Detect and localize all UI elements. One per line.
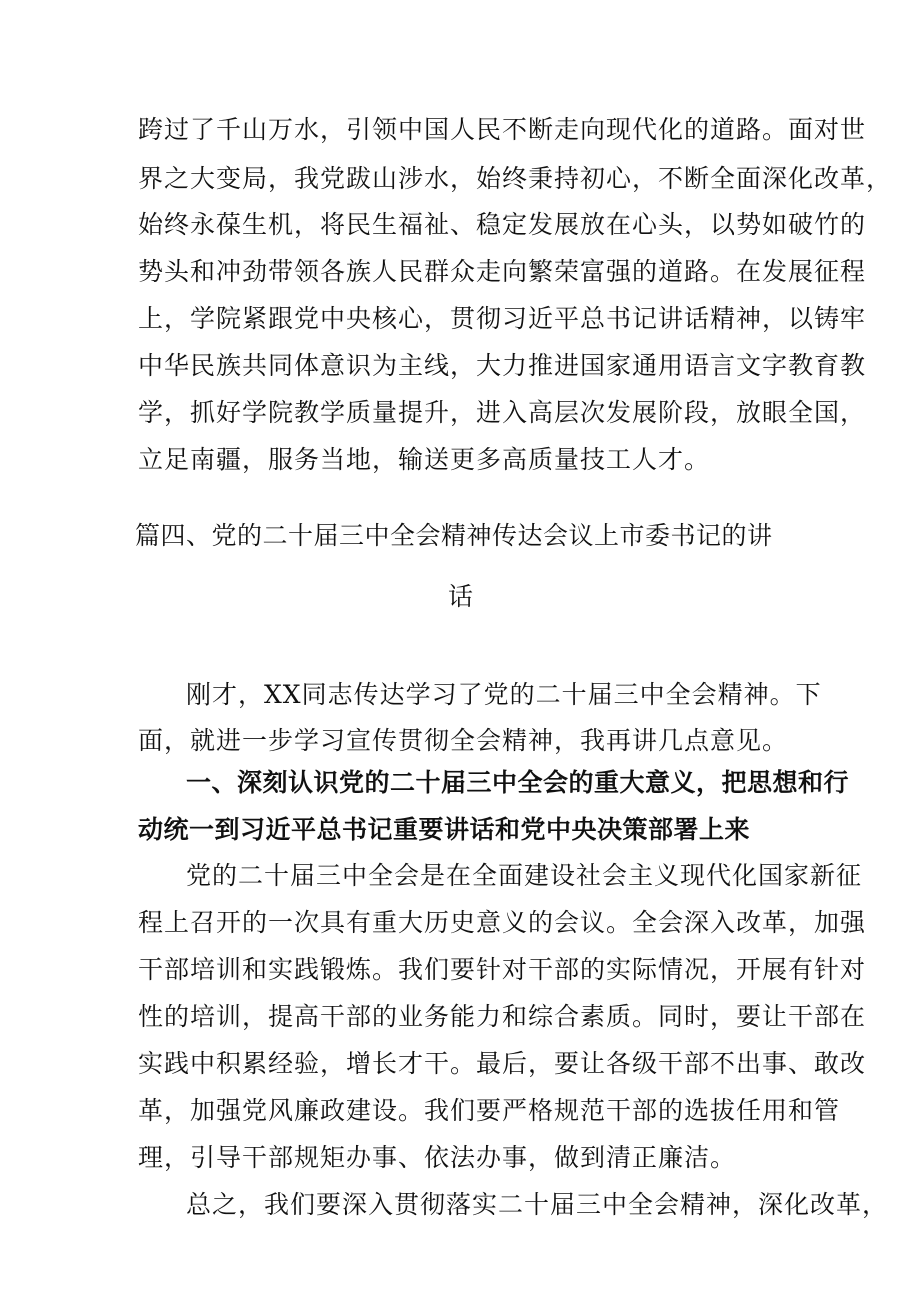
body-paragraph-line-6: 革，加强党风廉政建设。我们要严格规范干部的选拔任用和管 xyxy=(138,1096,841,1125)
body-paragraph-line-2: 程上召开的一次具有重大历史意义的会议。全会深入改革，加强 xyxy=(138,908,867,937)
subheading-line-2: 动统一到习近平总书记重要讲话和党中央决策部署上来 xyxy=(138,815,751,844)
section-title-line-1: 篇四、党的二十届三中全会精神传达会议上市委书记的讲 xyxy=(135,521,773,550)
body-paragraph-line-5: 实践中积累经验，增长才干。最后，要让各级干部不出事、敢改 xyxy=(138,1049,867,1078)
top-paragraph-line-7: 学，抓好学院教学质量提升，进入高层次发展阶段，放眼全国， xyxy=(138,398,867,427)
top-paragraph-line-3: 始终永葆生机，将民生福祉、稳定发展放在心头，以势如破竹的 xyxy=(138,210,867,239)
top-paragraph-line-5: 上，学院紧跟党中央核心，贯彻习近平总书记讲话精神，以铸牢 xyxy=(138,304,867,333)
closing-paragraph-line-1: 总之，我们要深入贯彻落实二十届三中全会精神，深化改革， xyxy=(186,1190,889,1219)
body-paragraph-line-7: 理，引导干部规矩办事、依法办事，做到清正廉洁。 xyxy=(138,1143,737,1172)
body-paragraph-line-4: 性的培训，提高干部的业务能力和综合素质。同时，要让干部在 xyxy=(138,1002,867,1031)
top-paragraph-line-1: 跨过了千山万水，引领中国人民不断走向现代化的道路。面对世 xyxy=(138,115,867,144)
body-paragraph-line-1: 党的二十届三中全会是在全面建设社会主义现代化国家新征 xyxy=(186,861,863,890)
subheading-line-1: 一、深刻认识党的二十届三中全会的重大意义，把思想和行 xyxy=(186,768,850,797)
top-paragraph-line-8: 立足南疆，服务当地，输送更多高质量技工人才。 xyxy=(138,445,711,474)
intro-paragraph-line-2: 面，就进一步学习宣传贯彻全会精神，我再讲几点意见。 xyxy=(138,726,789,755)
intro-paragraph-line-1: 刚才，XX同志传达学习了党的二十届三中全会精神。下 xyxy=(186,680,822,709)
body-paragraph-line-3: 干部培训和实践锻炼。我们要针对干部的实际情况，开展有针对 xyxy=(138,955,867,984)
section-title-line-2: 话 xyxy=(448,582,474,611)
top-paragraph-line-6: 中华民族共同体意识为主线，大力推进国家通用语言文字教育教 xyxy=(138,351,867,380)
top-paragraph-line-2: 界之大变局，我党跋山涉水，始终秉持初心，不断全面深化改革， xyxy=(138,164,893,193)
top-paragraph-line-4: 势头和冲劲带领各族人民群众走向繁荣富强的道路。在发展征程 xyxy=(138,257,867,286)
